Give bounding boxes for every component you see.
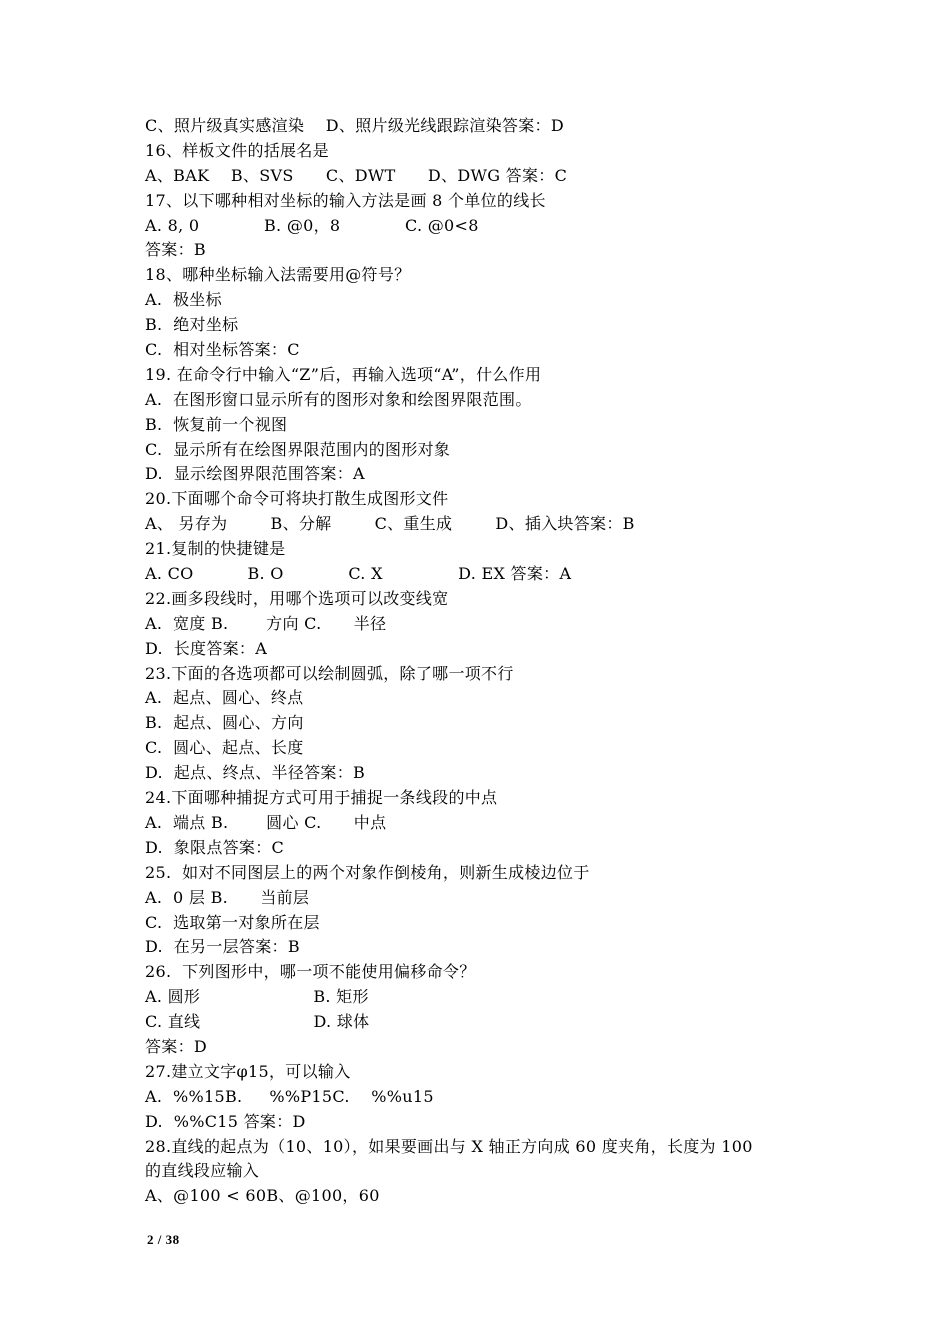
text-line: A. %%15B. %%P15C. %%u15 <box>145 1086 434 1106</box>
text-line: D. 象限点答案：C <box>145 837 285 857</box>
text-line: 22.画多段线时，用哪个选项可以改变线宽 <box>145 588 449 608</box>
text-line: C、照片级真实感渲染 D、照片级光线跟踪渲染答案：D <box>145 116 564 135</box>
text-line: 28.直线的起点为（10、10），如果要画出与 X 轴正方向成 60 度夹角，长度为 100 <box>145 1136 753 1156</box>
text-line: B. 绝对坐标 <box>145 315 239 335</box>
text-line: 的直线段应输入 <box>145 1161 260 1181</box>
text-line: D. 在另一层答案：B <box>145 937 300 957</box>
text-line: 19. 在命令行中输入“Z”后，再输入选项“A”，什么作用 <box>145 364 542 384</box>
text-line: 23.下面的各选项都可以绘制圆弧，除了哪一项不行 <box>145 663 514 683</box>
text-line: C. 圆心、起点、长度 <box>145 738 304 758</box>
text-line: 26. 下列图形中，哪一项不能使用偏移命令？ <box>145 962 476 982</box>
text-line: A. CO B. O C. X D. EX 答案：A <box>145 564 572 584</box>
text-line: B. 起点、圆心、方向 <box>145 713 304 733</box>
text-line: 20.下面哪个命令可将块打散生成图形文件 <box>145 489 449 509</box>
text-line: A. 宽度 B. 方向 C. 半径 <box>145 613 387 633</box>
text-line: C. 直线 D. 球体 <box>145 1012 370 1032</box>
text-line: 25. 如对不同图层上的两个对象作倒棱角，则新生成棱边位于 <box>145 862 590 882</box>
text-line: 答案：B <box>145 240 206 260</box>
text-line: 18、哪种坐标输入法需要用@符号？ <box>145 265 411 285</box>
page-number: 2 / 38 <box>147 1232 180 1247</box>
text-line: D. 长度答案：A <box>145 638 268 658</box>
text-line: A、BAK B、SVS C、DWT D、DWG 答案：C <box>145 165 568 185</box>
text-line: A. 起点、圆心、终点 <box>145 688 304 708</box>
text-line: A、 另存为 B、分解 C、重生成 D、插入块答案：B <box>145 514 635 534</box>
text-line: A. 0 层 B. 当前层 <box>145 887 310 907</box>
text-line: 21.复制的快捷键是 <box>145 539 286 559</box>
text-line: 17、以下哪种相对坐标的输入方法是画 8 个单位的线长 <box>145 190 546 210</box>
text-line: 16、样板文件的括展名是 <box>145 140 329 160</box>
text-line: A、@100 < 60B、@100，60 <box>145 1186 380 1206</box>
text-line: C. 显示所有在绘图界限范围内的图形对象 <box>145 439 451 459</box>
text-line: A. 端点 B. 圆心 C. 中点 <box>145 812 387 832</box>
text-line: 27.建立文字φ15，可以输入 <box>145 1061 351 1081</box>
text-line: D. 显示绘图界限范围答案：A <box>145 464 365 484</box>
text-line: A. 在图形窗口显示所有的图形对象和绘图界限范围。 <box>145 389 532 409</box>
text-line: D. 起点、终点、半径答案：B <box>145 763 366 783</box>
text-line: A. 圆形 B. 矩形 <box>145 987 369 1007</box>
text-line: 24.下面哪种捕捉方式可用于捕捉一条线段的中点 <box>145 788 498 808</box>
text-line: D. %%C15 答案：D <box>145 1111 306 1131</box>
text-line: 答案：D <box>145 1036 208 1056</box>
text-line: A. 8, 0 B. @0，8 C. @0<8 <box>145 215 479 235</box>
text-line: C. 相对坐标答案：C <box>145 340 300 360</box>
text-line: A. 极坐标 <box>145 290 222 310</box>
text-line: C. 选取第一对象所在层 <box>145 912 320 932</box>
document-body <box>145 114 845 1209</box>
text-line: B. 恢复前一个视图 <box>145 414 288 434</box>
